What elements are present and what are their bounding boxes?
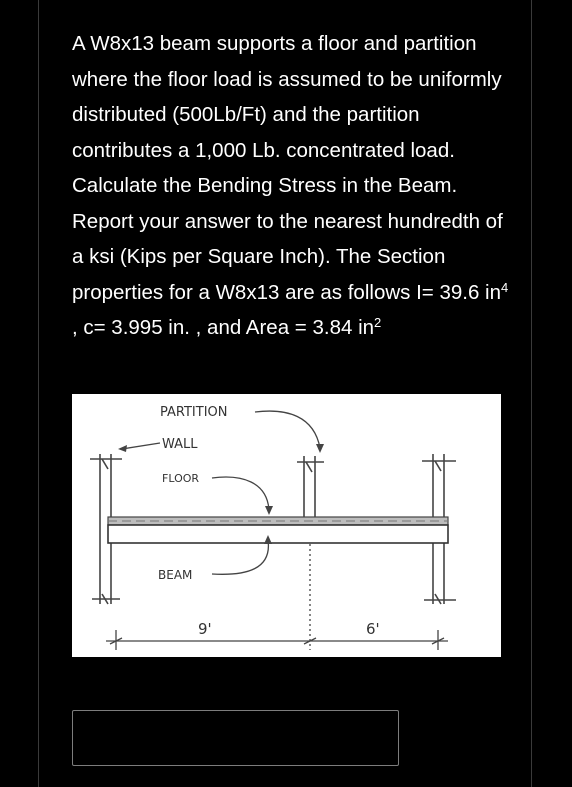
floor-arrow (212, 477, 269, 510)
floor-label: FLOOR (162, 472, 200, 485)
partition-label: PARTITION (160, 405, 228, 420)
floor-slab (108, 517, 448, 525)
inertia-exponent: 4 (501, 279, 509, 295)
wall-label: WALL (162, 437, 198, 452)
left-divider (38, 0, 39, 787)
beam-label: BEAM (158, 568, 193, 582)
beam-member (108, 525, 448, 543)
floor-arrowhead (265, 506, 273, 515)
partition-column (297, 456, 324, 517)
partition-arrowhead (316, 444, 324, 453)
question-text (72, 26, 512, 346)
beam-diagram (72, 394, 501, 657)
span-right-label: 6' (366, 620, 380, 638)
right-divider (531, 0, 532, 787)
beam-diagram-svg (72, 394, 501, 657)
question-body-continued: , c= 3.995 in. , and Area = 3.84 in (72, 316, 375, 339)
wall-arrow (122, 443, 160, 449)
span-left-label: 9' (198, 620, 212, 638)
span-dimension-line (106, 544, 448, 650)
wall-arrowhead (118, 445, 127, 452)
answer-input[interactable] (72, 710, 399, 766)
question-body: A W8x13 beam supports a floor and partition where the floor load is assumed to be uniformly distributed (500Lb/Ft) and the partition contributes a 1,000 Lb. concentrated load. Calculate the Bending Stress in the Beam. Report your answer to the nearest hundredth of a ksi (Kips per Square Inch). The Section properties for a W8x13 are as follows I= 39.6 in (72, 32, 503, 304)
area-exponent: 2 (374, 314, 382, 330)
beam-arrow (212, 540, 268, 574)
partition-arrow (255, 411, 320, 448)
